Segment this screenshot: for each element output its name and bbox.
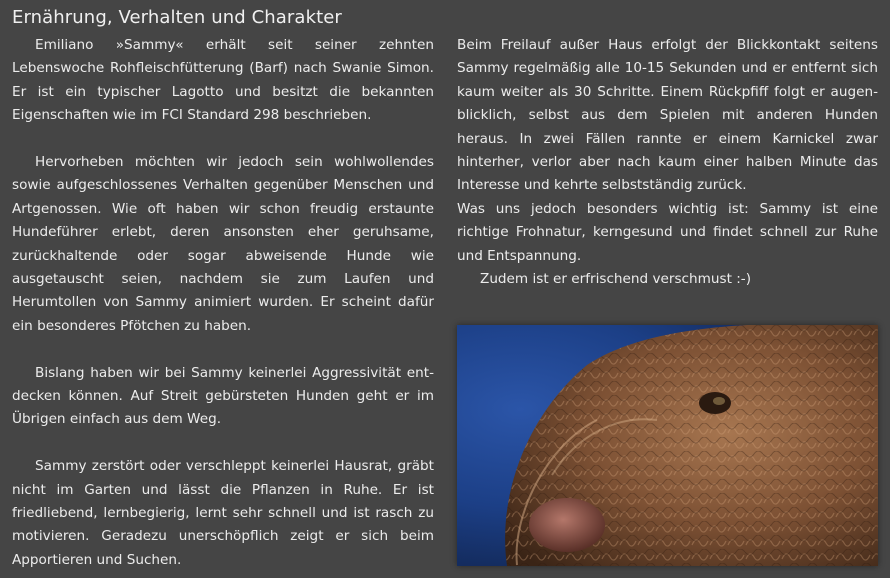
right-column [457,34,878,291]
paragraph-cuddly: Zudem ist er erfrischend verschmust :-) [480,271,752,288]
paragraph-recall: Beim Freilauf außer Haus erfolgt der Blickkontakt seitens Sammy regelmäßig alle 10-15 Sekunden und er entfernt sich kaum weiter als 30 Schritte. Einem Rückpfiff folgt er augenblicklich, selbst aus dem Spielen mit anderen Hunden heraus. In zwei Fällen rannte er einem Karnickel zwar hinterher, verlor aber nach kaum einer halben Minute das Interesse und kehrte selbstständig zurück. [457,37,878,194]
paragraph-nutrition: Emiliano »Sammy« erhält seit seiner zehnten Lebenswoche Rohfleischfütterung (Barf) nach Swanie Simon. Er ist ein typischer Lagotto und besitzt die bekannten Eigenschaften wie im FCI Standard 298 beschrieben. [12,37,434,124]
paragraph-social-behavior: Hervorheben möchten wir jedoch sein wohlwollendes sowie aufgeschlossenes Verhalten gegenüber Menschen und Artgenossen. Wie oft haben wir schon freudig erstaunte Hundeführer erlebt, deren ansonsten eher geruhsame, zurückhaltende oder sogar abweisende Hunde wie ausgetauscht seien, nachdem sie zum Laufen und Herumtollen von Sammy animiert wurden. Er scheint dafür ein besonderes Pfötchen zu haben. [12,154,434,334]
page-title: Ernährung, Verhalten und Charakter [12,7,342,28]
paragraph-household: Sammy zerstört oder verschleppt keinerlei Hausrat, gräbt nicht im Garten und lässt die Pflanzen in Ruhe. Er ist friedliebend, lernbegierig, lernt sehr schnell und ist rasch zu motivieren. Geradezu unerschöpflich zeigt er sich beim Apportieren und Suchen. [12,458,434,568]
dog-photo [457,325,878,566]
left-column [12,34,434,572]
paragraph-temperament: Was uns jedoch besonders wichtig ist: Sammy ist eine richtige Frohnatur, kerngesund und findet schnell zur Ruhe und Entspannung. [457,200,878,264]
paragraph-aggression: Bislang haben wir bei Sammy keinerlei Aggressivität entdecken können. Auf Streit gebürsteten Hunden geht er im Übrigen einfach aus dem Weg. [12,364,434,428]
